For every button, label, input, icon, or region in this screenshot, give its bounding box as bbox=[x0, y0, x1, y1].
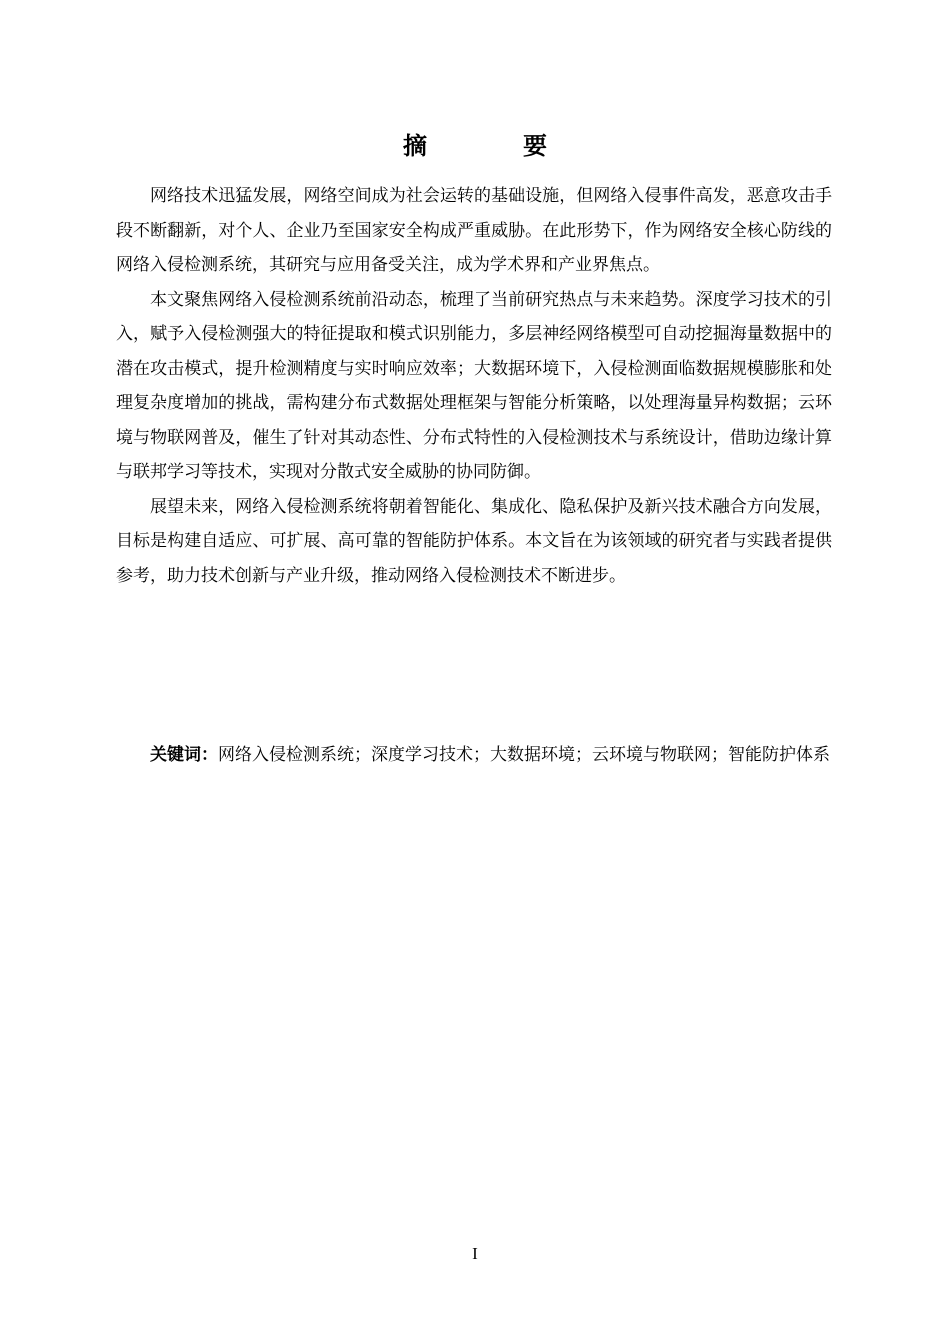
abstract-paragraph-1: 网络技术迅猛发展，网络空间成为社会运转的基础设施，但网络入侵事件高发，恶意攻击手段不断翻新，对个人、企业乃至国家安全构成严重威胁。在此形势下，作为网络安全核心防线的网络入侵检测系统，其研究与应用备受关注，成为学术界和产业界焦点。 bbox=[116, 186, 832, 275]
abstract-body bbox=[116, 179, 832, 593]
abstract-paragraph-2: 本文聚焦网络入侵检测系统前沿动态，梳理了当前研究热点与未来趋势。深度学习技术的引入，赋予入侵检测强大的特征提取和模式识别能力，多层神经网络模型可自动挖掘海量数据中的潜在攻击模式，提升检测精度与实时响应效率；大数据环境下，入侵检测面临数据规模膨胀和处理复杂度增加的挑战，需构建分布式数据处理框架与智能分析策略，以处理海量异构数据；云环境与物联网普及，催生了针对其动态性、分布式特性的入侵检测技术与系统设计，借助边缘计算与联邦学习等技术，实现对分散式安全威胁的协同防御。 bbox=[116, 289, 832, 482]
keywords-label: 关键词： bbox=[150, 745, 218, 765]
page-number: I bbox=[472, 1244, 478, 1263]
keywords-section bbox=[116, 738, 832, 773]
keywords-text: 网络入侵检测系统；深度学习技术；大数据环境；云环境与物联网；智能防护体系 bbox=[218, 745, 830, 765]
abstract-paragraph-3: 展望未来，网络入侵检测系统将朝着智能化、集成化、隐私保护及新兴技术融合方向发展，目标是构建自适应、可扩展、高可靠的智能防护体系。本文旨在为该领域的研究者与实践者提供参考，助力技术创新与产业升级，推动网络入侵检测技术不断进步。 bbox=[116, 496, 832, 586]
abstract-title: 摘 要 bbox=[403, 132, 583, 160]
